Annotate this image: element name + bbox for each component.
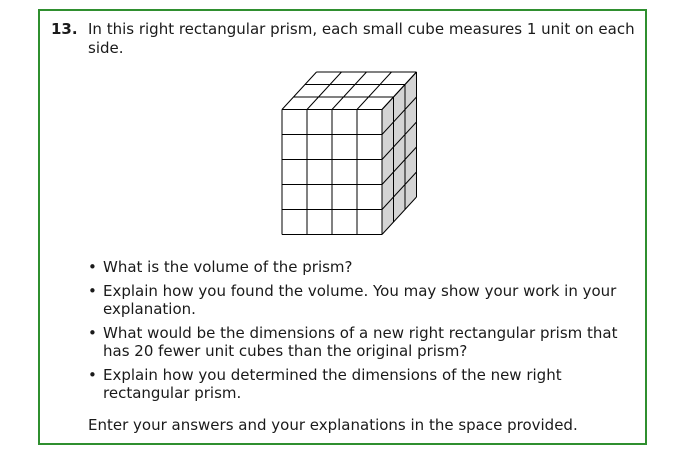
top-edge — [332, 72, 367, 110]
bullet-text: Explain how you found the volume. You may show your work in your explanation. — [103, 282, 617, 318]
prism-figure — [274, 64, 424, 248]
question-stem: In this right rectangular prism, each small cube measures 1 unit on each side. — [88, 20, 635, 57]
question-number: 13. — [51, 20, 78, 38]
top-edge — [307, 72, 342, 110]
bullet-item: • Explain how you found the volume. You may show your work in your explanation. — [88, 282, 617, 318]
bullet-item: • Explain how you determined the dimensions of the new right rectangular prism. — [88, 366, 562, 402]
bullet-item: • What would be the dimensions of a new right rectangular prism that has 20 fewer unit cubes than the original prism? — [88, 324, 618, 360]
top-edge — [282, 72, 317, 110]
bullet-text: What is the volume of the prism? — [103, 258, 353, 276]
answer-instructions: Enter your answers and your explanations in the space provided. — [88, 416, 578, 434]
bullet-text: Explain how you determined the dimensions of the new right rectangular prism. — [103, 366, 562, 402]
question-bullets — [88, 258, 633, 408]
bullet-text: What would be the dimensions of a new right rectangular prism that has 20 fewer unit cubes than the original prism? — [103, 324, 618, 360]
bullet-item: • What is the volume of the prism? — [88, 258, 353, 276]
top-edge — [357, 72, 392, 110]
rectangular-prism — [282, 72, 417, 235]
